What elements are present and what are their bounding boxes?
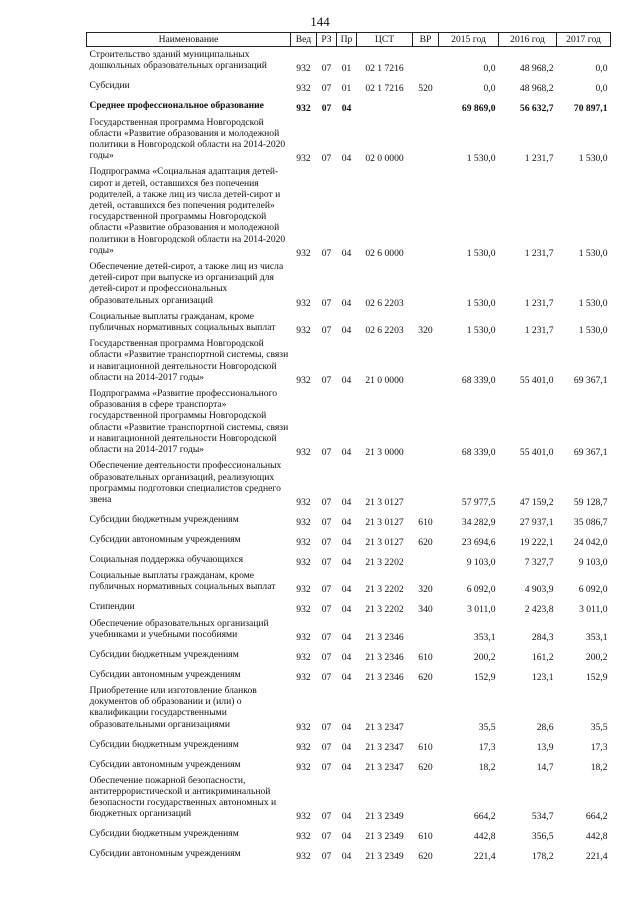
row-rz-cell: 07 bbox=[321, 584, 332, 596]
row-cst-cell: 02 0 0000 bbox=[365, 153, 404, 165]
row-rz-cell: 07 bbox=[321, 741, 332, 753]
row-pr-cell: 04 bbox=[341, 556, 352, 568]
row-cst-cell: 21 3 2346 bbox=[365, 651, 404, 663]
row-2015-cell: 1 530,0 bbox=[466, 153, 496, 165]
row-rz-cell: 07 bbox=[321, 536, 332, 548]
row-name-cell: Субсидии автономным учреждениям bbox=[89, 533, 241, 545]
row-rz-cell: 07 bbox=[321, 297, 332, 309]
column-header-ved: Вед bbox=[291, 33, 317, 47]
row-2016-cell: 1 231,7 bbox=[524, 153, 554, 165]
row-ved-cell: 932 bbox=[296, 631, 311, 643]
row-ved-cell: 932 bbox=[296, 247, 311, 259]
row-cst-cell: 21 3 2347 bbox=[365, 741, 404, 753]
row-rz-cell: 07 bbox=[321, 671, 332, 683]
row-2016-cell: 534,7 bbox=[531, 811, 554, 823]
row-ved-cell: 932 bbox=[296, 761, 311, 773]
row-vr-cell bbox=[413, 683, 439, 733]
row-2015-cell: 68 339,0 bbox=[461, 374, 496, 386]
row-vr-cell: 610 bbox=[418, 741, 433, 753]
row-name-cell: Подпрограмма «Социальная адаптация детей-сирот и детей, оставшихся без попечения родителей, а также лиц из числа детей-сирот и детей, оставшихся без попечения родителей» государственной программы Новгородской области «Развитие образования и молодежной политики в Новгородской области на 2014-2020 годы» bbox=[89, 166, 286, 256]
column-header-rz: РЗ bbox=[317, 33, 337, 47]
row-2017-cell: 6 092,0 bbox=[578, 584, 608, 596]
table-row bbox=[87, 568, 611, 595]
row-2017-cell: 18,2 bbox=[590, 761, 608, 773]
row-pr-cell: 04 bbox=[341, 516, 352, 528]
row-vr-cell: 320 bbox=[418, 325, 433, 337]
column-header-vr: ВР bbox=[413, 33, 439, 47]
row-cst-cell: 02 6 2203 bbox=[365, 325, 404, 337]
row-pr-cell: 01 bbox=[341, 63, 352, 75]
row-2016-cell: 14,7 bbox=[536, 761, 554, 773]
row-2015-cell: 1 530,0 bbox=[466, 325, 496, 337]
row-2015-cell: 221,4 bbox=[473, 851, 496, 863]
row-vr-cell bbox=[413, 548, 439, 568]
row-2015-cell: 1 530,0 bbox=[466, 297, 496, 309]
row-name-cell: Субсидии бюджетным учреждениям bbox=[89, 738, 239, 750]
row-name-cell: Государственная программа Новгородской области «Развитие образования и молодежной политики в Новгородской области на 2014-2020 годы» bbox=[89, 116, 286, 162]
row-ved-cell: 932 bbox=[296, 83, 311, 95]
row-name-cell: Обеспечение пожарной безопасности, антитеррористической и антикриминальной безопасности государственных автономных и бюджетных организаций bbox=[89, 774, 277, 820]
row-pr-cell: 04 bbox=[341, 831, 352, 843]
row-pr-cell: 04 bbox=[341, 631, 352, 643]
row-rz-cell: 07 bbox=[321, 811, 332, 823]
table-row bbox=[87, 75, 611, 95]
row-vr-cell: 610 bbox=[418, 516, 433, 528]
row-cst-cell: 02 6 2203 bbox=[365, 297, 404, 309]
table-row bbox=[87, 753, 611, 773]
row-2017-cell: 200,2 bbox=[585, 651, 608, 663]
row-2015-cell: 57 977,5 bbox=[461, 496, 496, 508]
row-pr-cell: 04 bbox=[341, 851, 352, 863]
row-name-cell: Подпрограмма «Развитие профессионального образования в сфере транспорта» государственной программы Новгородской области «Развитие транспортной системы, связи и навигационной деятельности Новгородской области на 2014-2017 годы» bbox=[89, 388, 289, 456]
row-pr-cell: 04 bbox=[341, 536, 352, 548]
column-header-cst: ЦСТ bbox=[357, 33, 413, 47]
row-2015-cell: 442,8 bbox=[473, 831, 496, 843]
row-cst-cell: 21 3 2202 bbox=[365, 556, 404, 568]
row-ved-cell: 932 bbox=[296, 741, 311, 753]
row-rz-cell: 07 bbox=[321, 447, 332, 459]
row-vr-cell bbox=[413, 386, 439, 458]
row-name-cell: Социальные выплаты гражданам, кроме публичных нормативных социальных выплат bbox=[89, 570, 276, 593]
row-2015-cell: 1 530,0 bbox=[466, 247, 496, 259]
row-rz-cell: 07 bbox=[321, 556, 332, 568]
row-2017-cell: 442,8 bbox=[585, 831, 608, 843]
row-vr-cell: 620 bbox=[418, 671, 433, 683]
table-row bbox=[87, 643, 611, 663]
column-header-pr: Пр bbox=[337, 33, 357, 47]
table-row bbox=[87, 823, 611, 843]
row-rz-cell: 07 bbox=[321, 374, 332, 386]
row-2016-cell: 178,2 bbox=[531, 851, 554, 863]
table-row bbox=[87, 596, 611, 616]
row-vr-cell bbox=[413, 616, 439, 643]
row-2017-cell: 1 530,0 bbox=[578, 297, 608, 309]
row-2015-cell: 35,5 bbox=[478, 721, 496, 733]
row-cst-cell: 02 1 7216 bbox=[365, 83, 404, 95]
row-pr-cell: 04 bbox=[341, 584, 352, 596]
row-ved-cell: 932 bbox=[296, 604, 311, 616]
row-pr-cell: 04 bbox=[341, 447, 352, 459]
table-row bbox=[87, 458, 611, 508]
table-row bbox=[87, 309, 611, 336]
row-2015-cell: 664,2 bbox=[473, 811, 496, 823]
row-name-cell: Социальная поддержка обучающихся bbox=[89, 553, 244, 565]
row-pr-cell: 04 bbox=[341, 741, 352, 753]
row-rz-cell: 07 bbox=[321, 831, 332, 843]
row-2016-cell: 13,9 bbox=[536, 741, 554, 753]
table-header bbox=[87, 33, 611, 47]
row-pr-cell: 04 bbox=[341, 671, 352, 683]
table-row bbox=[87, 528, 611, 548]
row-2015-cell: 353,1 bbox=[473, 631, 496, 643]
table-row bbox=[87, 548, 611, 568]
row-pr-cell: 04 bbox=[341, 153, 352, 165]
row-2016-cell: 123,1 bbox=[531, 671, 554, 683]
column-header-2016: 2016 год bbox=[499, 33, 557, 47]
row-cst-cell: 21 3 2202 bbox=[365, 584, 404, 596]
row-vr-cell bbox=[413, 773, 439, 823]
row-ved-cell: 932 bbox=[296, 103, 311, 115]
row-vr-cell bbox=[413, 115, 439, 165]
row-ved-cell: 932 bbox=[296, 556, 311, 568]
row-name-cell: Субсидии автономным учреждениям bbox=[89, 758, 241, 770]
row-2016-cell: 55 401,0 bbox=[519, 374, 554, 386]
row-2017-cell: 1 530,0 bbox=[578, 247, 608, 259]
row-2017-cell: 9 103,0 bbox=[578, 556, 608, 568]
row-2016-cell: 2 423,8 bbox=[524, 604, 554, 616]
row-ved-cell: 932 bbox=[296, 851, 311, 863]
row-2015-cell: 68 339,0 bbox=[461, 447, 496, 459]
row-name-cell: Субсидии бюджетным учреждениям bbox=[89, 513, 239, 525]
row-rz-cell: 07 bbox=[321, 851, 332, 863]
table-row bbox=[87, 336, 611, 386]
row-vr-cell bbox=[413, 47, 439, 75]
row-rz-cell: 07 bbox=[321, 761, 332, 773]
row-name-cell: Стипендии bbox=[89, 601, 135, 613]
row-cst-cell: 21 3 2349 bbox=[365, 831, 404, 843]
row-2015-cell: 34 282,9 bbox=[461, 516, 496, 528]
row-2017-cell: 59 128,7 bbox=[573, 496, 608, 508]
row-cst-cell: 21 3 2202 bbox=[365, 604, 404, 616]
row-2015-cell: 0,0 bbox=[483, 63, 496, 75]
row-pr-cell: 04 bbox=[341, 247, 352, 259]
row-cst-cell: 21 3 0127 bbox=[365, 516, 404, 528]
table-row bbox=[87, 386, 611, 458]
row-vr-cell: 620 bbox=[418, 851, 433, 863]
row-cst-cell: 21 3 2349 bbox=[365, 811, 404, 823]
row-rz-cell: 07 bbox=[321, 83, 332, 95]
row-2017-cell: 0,0 bbox=[595, 83, 608, 95]
row-vr-cell bbox=[413, 95, 439, 115]
row-vr-cell bbox=[413, 259, 439, 309]
row-pr-cell: 04 bbox=[341, 496, 352, 508]
row-name-cell: Обеспечение образовательных организаций учебниками и учебными пособиями bbox=[89, 617, 269, 640]
row-name-cell: Обеспечение детей-сирот, а также лиц из числа детей-сирот при выпуске из организаций для детей-сирот и профессиональных образовательных организаций bbox=[89, 261, 284, 306]
row-2016-cell: 1 231,7 bbox=[524, 247, 554, 259]
row-2017-cell: 17,3 bbox=[590, 741, 608, 753]
row-2016-cell: 48 968,2 bbox=[519, 63, 554, 75]
row-rz-cell: 07 bbox=[321, 721, 332, 733]
row-ved-cell: 932 bbox=[296, 536, 311, 548]
row-ved-cell: 932 bbox=[296, 651, 311, 663]
row-cst-cell: 21 3 0000 bbox=[365, 447, 404, 459]
row-rz-cell: 07 bbox=[321, 247, 332, 259]
row-2016-cell: 161,2 bbox=[531, 651, 554, 663]
row-2015-cell: 17,3 bbox=[478, 741, 496, 753]
row-ved-cell: 932 bbox=[296, 325, 311, 337]
row-ved-cell: 932 bbox=[296, 516, 311, 528]
row-2015-cell: 18,2 bbox=[478, 761, 496, 773]
row-pr-cell: 04 bbox=[341, 721, 352, 733]
row-rz-cell: 07 bbox=[321, 604, 332, 616]
column-header-2015: 2015 год bbox=[439, 33, 499, 47]
row-ved-cell: 932 bbox=[296, 153, 311, 165]
row-name-cell: Субсидии автономным учреждениям bbox=[89, 668, 241, 680]
row-pr-cell: 04 bbox=[341, 103, 352, 115]
row-pr-cell: 04 bbox=[341, 325, 352, 337]
row-ved-cell: 932 bbox=[296, 63, 311, 75]
row-vr-cell: 520 bbox=[418, 83, 433, 95]
row-cst-cell: 02 6 0000 bbox=[365, 247, 404, 259]
budget-table bbox=[86, 32, 611, 863]
row-ved-cell: 932 bbox=[296, 811, 311, 823]
row-rz-cell: 07 bbox=[321, 103, 332, 115]
row-2016-cell: 1 231,7 bbox=[524, 297, 554, 309]
row-name-cell: Государственная программа Новгородской области «Развитие транспортной системы, связи и навигационной деятельности Новгородской области на 2014-2017 годы» bbox=[89, 338, 289, 383]
row-2015-cell: 69 869,0 bbox=[461, 103, 496, 115]
row-rz-cell: 07 bbox=[321, 631, 332, 643]
table-row bbox=[87, 164, 611, 259]
row-2015-cell: 200,2 bbox=[473, 651, 496, 663]
row-name-cell: Субсидии bbox=[89, 80, 130, 92]
row-2016-cell: 1 231,7 bbox=[524, 325, 554, 337]
row-name-cell: Строительство зданий муниципальных дошкольных образовательных организаций bbox=[89, 49, 267, 72]
row-2016-cell: 47 159,2 bbox=[519, 496, 554, 508]
row-name-cell: Среднее профессиональное образование bbox=[89, 100, 264, 112]
row-vr-cell bbox=[413, 458, 439, 508]
row-cst-cell: 21 3 2346 bbox=[365, 631, 404, 643]
row-2017-cell: 69 367,1 bbox=[573, 447, 608, 459]
row-2015-cell: 3 011,0 bbox=[467, 604, 496, 616]
table-row bbox=[87, 733, 611, 753]
row-cst-cell: 21 0 0000 bbox=[365, 374, 404, 386]
row-2016-cell: 19 222,1 bbox=[519, 536, 554, 548]
row-ved-cell: 932 bbox=[296, 297, 311, 309]
row-ved-cell: 932 bbox=[296, 721, 311, 733]
row-ved-cell: 932 bbox=[296, 447, 311, 459]
table-body bbox=[87, 47, 611, 863]
row-ved-cell: 932 bbox=[296, 584, 311, 596]
row-2017-cell: 69 367,1 bbox=[573, 374, 608, 386]
row-ved-cell: 932 bbox=[296, 671, 311, 683]
row-pr-cell: 04 bbox=[341, 374, 352, 386]
row-vr-cell: 610 bbox=[418, 651, 433, 663]
page-number: 144 bbox=[310, 14, 330, 29]
row-name-cell: Субсидии бюджетным учреждениям bbox=[89, 828, 239, 840]
row-pr-cell: 04 bbox=[341, 761, 352, 773]
row-2016-cell: 7 327,7 bbox=[524, 556, 554, 568]
row-2016-cell: 28,6 bbox=[536, 721, 554, 733]
row-2015-cell: 0,0 bbox=[483, 83, 496, 95]
row-2016-cell: 284,3 bbox=[531, 631, 554, 643]
row-2017-cell: 0,0 bbox=[595, 63, 608, 75]
table-row bbox=[87, 843, 611, 863]
row-name-cell: Субсидии автономным учреждениям bbox=[89, 848, 241, 860]
row-2015-cell: 23 694,6 bbox=[461, 536, 496, 548]
row-2015-cell: 6 092,0 bbox=[466, 584, 496, 596]
row-2017-cell: 1 530,0 bbox=[578, 325, 608, 337]
row-vr-cell bbox=[413, 336, 439, 386]
row-2017-cell: 664,2 bbox=[585, 811, 608, 823]
table-row bbox=[87, 616, 611, 643]
row-pr-cell: 01 bbox=[341, 83, 352, 95]
row-vr-cell: 320 bbox=[418, 584, 433, 596]
row-2017-cell: 35 086,7 bbox=[573, 516, 608, 528]
row-pr-cell: 04 bbox=[341, 651, 352, 663]
row-cst-cell: 21 3 2347 bbox=[365, 721, 404, 733]
column-header-name: Наименование bbox=[87, 33, 291, 47]
table-row bbox=[87, 508, 611, 528]
row-2016-cell: 56 632,7 bbox=[519, 103, 554, 115]
column-header-2017: 2017 год bbox=[557, 33, 611, 47]
table-row bbox=[87, 115, 611, 165]
row-2017-cell: 24 042,0 bbox=[573, 536, 608, 548]
row-pr-cell: 04 bbox=[341, 604, 352, 616]
row-2016-cell: 4 903,9 bbox=[524, 584, 554, 596]
row-ved-cell: 932 bbox=[296, 496, 311, 508]
row-vr-cell: 340 bbox=[418, 604, 433, 616]
row-pr-cell: 04 bbox=[341, 297, 352, 309]
table-row bbox=[87, 683, 611, 733]
row-vr-cell: 620 bbox=[418, 761, 433, 773]
table-row bbox=[87, 773, 611, 823]
row-2017-cell: 70 897,1 bbox=[573, 103, 608, 115]
row-2016-cell: 55 401,0 bbox=[519, 447, 554, 459]
row-cst-cell: 21 3 2347 bbox=[365, 761, 404, 773]
row-rz-cell: 07 bbox=[321, 496, 332, 508]
row-rz-cell: 07 bbox=[321, 153, 332, 165]
row-2017-cell: 221,4 bbox=[585, 851, 608, 863]
row-vr-cell bbox=[413, 164, 439, 259]
table-row bbox=[87, 259, 611, 309]
row-pr-cell: 04 bbox=[341, 811, 352, 823]
row-name-cell: Социальные выплаты гражданам, кроме публичных нормативных социальных выплат bbox=[89, 310, 276, 334]
row-2017-cell: 35,5 bbox=[590, 721, 608, 733]
table-row bbox=[87, 47, 611, 75]
row-rz-cell: 07 bbox=[321, 63, 332, 75]
row-2016-cell: 27 937,1 bbox=[519, 516, 554, 528]
row-2015-cell: 152,9 bbox=[473, 671, 496, 683]
row-2017-cell: 1 530,0 bbox=[578, 153, 608, 165]
row-name-cell: Субсидии бюджетным учреждениям bbox=[89, 648, 239, 660]
row-rz-cell: 07 bbox=[321, 651, 332, 663]
row-2017-cell: 3 011,0 bbox=[579, 604, 608, 616]
row-2016-cell: 356,5 bbox=[531, 831, 554, 843]
row-vr-cell: 620 bbox=[418, 536, 433, 548]
row-2017-cell: 353,1 bbox=[585, 631, 608, 643]
row-vr-cell: 610 bbox=[418, 831, 433, 843]
row-cst-cell: 21 3 0127 bbox=[365, 496, 404, 508]
table-row bbox=[87, 95, 611, 115]
row-2015-cell: 9 103,0 bbox=[466, 556, 496, 568]
row-cst-cell: 21 3 2349 bbox=[365, 851, 404, 863]
row-name-cell: Обеспечение деятельности профессиональных образовательных организаций, реализующих программы подготовки специалистов среднего звена bbox=[89, 460, 282, 505]
row-ved-cell: 932 bbox=[296, 831, 311, 843]
row-rz-cell: 07 bbox=[321, 516, 332, 528]
row-rz-cell: 07 bbox=[321, 325, 332, 337]
row-cst-cell: 02 1 7216 bbox=[365, 63, 404, 75]
row-cst-cell: 21 3 2346 bbox=[365, 671, 404, 683]
row-name-cell: Приобретение или изготовление бланков документов об образовании и (или) о квалификации государственными образовательными организациями bbox=[89, 684, 257, 730]
table-row bbox=[87, 663, 611, 683]
row-cst-cell bbox=[357, 95, 413, 115]
row-2016-cell: 48 968,2 bbox=[519, 83, 554, 95]
row-cst-cell: 21 3 0127 bbox=[365, 536, 404, 548]
row-2017-cell: 152,9 bbox=[585, 671, 608, 683]
row-ved-cell: 932 bbox=[296, 374, 311, 386]
